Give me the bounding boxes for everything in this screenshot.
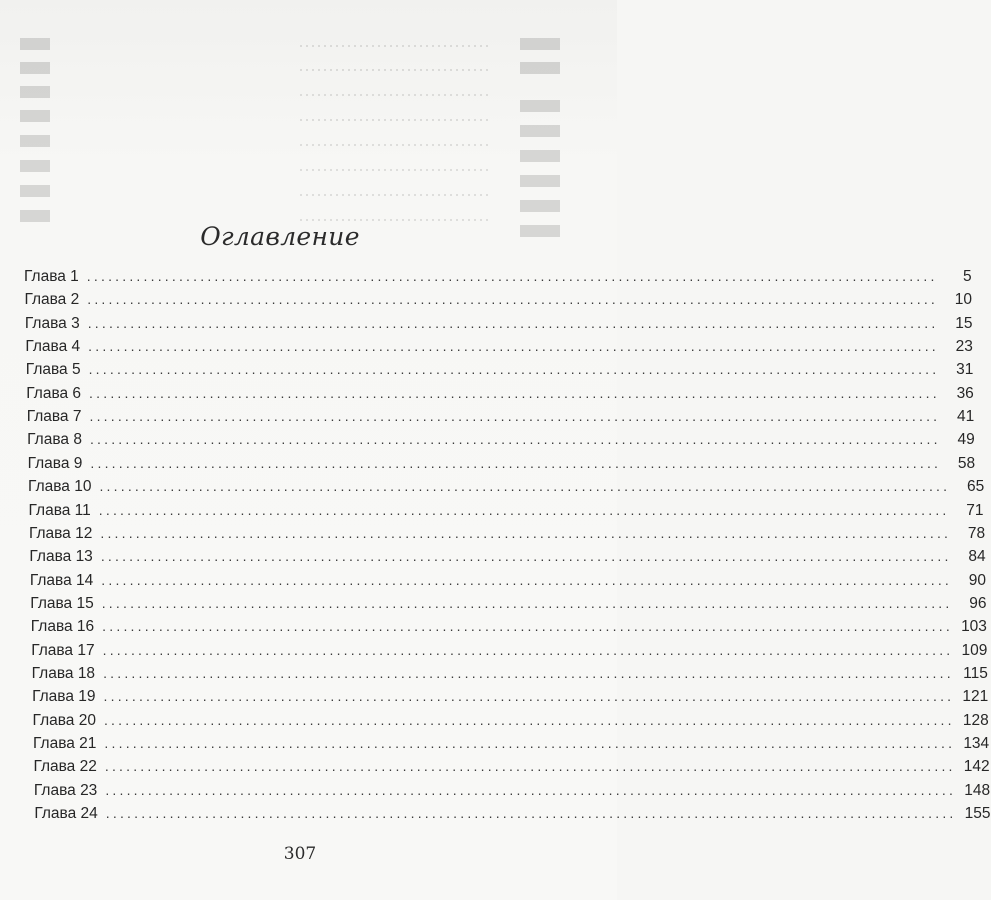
toc-entry <box>29 569 987 591</box>
toc-entry <box>31 662 988 684</box>
toc-entry <box>33 779 991 801</box>
table-of-contents-title: Оглавление <box>200 222 360 251</box>
toc-chapter-label: Глава 23 <box>33 781 98 799</box>
toc-page-number: 155 <box>964 805 991 823</box>
toc-dot-leader: ........................................................................................................................ <box>87 314 939 331</box>
toc-page-number: 148 <box>964 781 991 799</box>
toc-page-number: 128 <box>962 711 989 729</box>
toc-entry <box>24 265 972 287</box>
toc-dot-leader: ........................................................................................................................ <box>102 618 953 635</box>
toc-page-number: 90 <box>968 571 987 589</box>
toc-entry <box>29 545 986 567</box>
toc-entry <box>30 615 987 637</box>
toc-chapter-label: Глава 8 <box>27 431 82 449</box>
toc-chapter-label: Глава 20 <box>32 711 96 729</box>
toc-page-number: 142 <box>963 758 990 776</box>
toc-dot-leader: ........................................................................................................................ <box>104 735 956 751</box>
toc-entry <box>34 802 991 824</box>
toc-entry <box>27 428 975 450</box>
toc-page-number: 71 <box>966 501 984 519</box>
toc-dot-leader: ........................................................................................................................ <box>105 805 957 822</box>
toc-page-number: 15 <box>955 314 973 332</box>
toc-chapter-label: Глава 19 <box>32 688 96 706</box>
toc-dot-leader: ........................................................................................................................ <box>88 338 939 355</box>
toc-page-number: 84 <box>968 548 986 566</box>
toc-dot-leader: ........................................................................................................................ <box>89 384 940 401</box>
toc-dot-leader: ........................................................................................................................ <box>99 478 951 495</box>
toc-dot-leader: ........................................................................................................................ <box>87 291 938 308</box>
toc-dot-leader: ........................................................................................................................ <box>101 594 953 611</box>
toc-dot-leader: ........................................................................................................................ <box>88 361 940 378</box>
toc-chapter-label: Глава 16 <box>30 618 95 636</box>
toc-chapter-label: Глава 3 <box>24 314 80 332</box>
toc-page-number: 78 <box>967 524 986 542</box>
toc-page-number: 23 <box>955 338 973 356</box>
toc-page-number: 41 <box>957 408 975 426</box>
toc-dot-leader: ........................................................................................................................ <box>102 641 954 658</box>
toc-dot-leader: ........................................................................................................................ <box>101 571 953 588</box>
toc-page-number: 121 <box>962 688 989 706</box>
toc-chapter-label: Глава 13 <box>29 548 93 566</box>
toc-chapter-label: Глава 15 <box>30 594 94 612</box>
toc-dot-leader: ........................................................................................................................ <box>100 548 952 565</box>
toc-page-number: 134 <box>963 735 990 752</box>
toc-chapter-label: Глава 5 <box>25 361 81 379</box>
toc-page-number: 49 <box>957 431 975 449</box>
toc-chapter-label: Глава 2 <box>24 291 80 309</box>
toc-dot-leader: ........................................................................................................................ <box>89 408 941 425</box>
toc-entry <box>32 685 989 707</box>
toc-entry <box>28 522 986 544</box>
toc-page-number: 115 <box>963 664 988 682</box>
toc-dot-leader: ........................................................................................................................ <box>104 758 956 775</box>
toc-chapter-label: Глава 24 <box>34 805 98 823</box>
toc-page-number: 96 <box>969 594 987 612</box>
toc-entry <box>25 358 974 380</box>
toc-dot-leader: ........................................................................................................................ <box>86 268 938 284</box>
toc-chapter-label: Глава 6 <box>26 384 82 402</box>
toc-chapter-label: Глава 1 <box>24 268 79 285</box>
toc-page-number: 58 <box>957 454 976 472</box>
toc-entry <box>30 592 987 614</box>
toc-chapter-label: Глава 11 <box>28 501 91 519</box>
toc-entry <box>24 288 972 310</box>
toc-page-number: 31 <box>956 361 974 379</box>
toc-chapter-label: Глава 7 <box>26 408 82 426</box>
toc-dot-leader: ........................................................................................................................ <box>103 688 955 705</box>
toc-chapter-label: Глава 18 <box>31 664 96 682</box>
toc-entry <box>26 382 974 404</box>
toc-dot-leader: ........................................................................................................................ <box>89 431 941 448</box>
toc-dot-leader: ........................................................................................................................ <box>98 501 950 518</box>
toc-dot-leader: ........................................................................................................................ <box>105 781 957 798</box>
toc-entry <box>25 335 973 357</box>
toc-chapter-label: Глава 14 <box>29 571 94 589</box>
toc-chapter-label: Глава 4 <box>25 338 81 356</box>
toc-entry <box>27 452 976 474</box>
toc-dot-leader: ........................................................................................................................ <box>103 711 955 728</box>
toc-page-number: 36 <box>956 384 974 402</box>
toc-entry <box>28 499 984 521</box>
toc-entry <box>33 755 990 777</box>
toc-entry <box>24 312 973 334</box>
toc-dot-leader: ........................................................................................................................ <box>103 664 954 681</box>
toc-entry <box>26 405 975 427</box>
toc-chapter-label: Глава 12 <box>28 524 93 542</box>
toc-entry <box>33 732 990 754</box>
toc-page-number: 5 <box>962 268 972 285</box>
toc-chapter-label: Глава 21 <box>33 735 97 752</box>
toc-entry <box>32 709 989 731</box>
toc-page-number: 103 <box>961 618 987 636</box>
toc-chapter-label: Глава 17 <box>31 641 95 659</box>
toc-chapter-label: Глава 9 <box>27 454 83 472</box>
toc-entry <box>28 475 985 497</box>
toc-dot-leader: ........................................................................................................................ <box>90 454 942 471</box>
toc-dot-leader: ........................................................................................................................ <box>100 524 952 541</box>
toc-page-number: 109 <box>961 641 988 659</box>
page-number: 307 <box>283 844 317 864</box>
toc-page-number: 65 <box>966 478 985 496</box>
toc-page-number: 10 <box>954 291 972 309</box>
toc-entry <box>31 639 988 661</box>
toc-chapter-label: Глава 10 <box>28 478 92 496</box>
toc-chapter-label: Глава 22 <box>33 758 97 776</box>
